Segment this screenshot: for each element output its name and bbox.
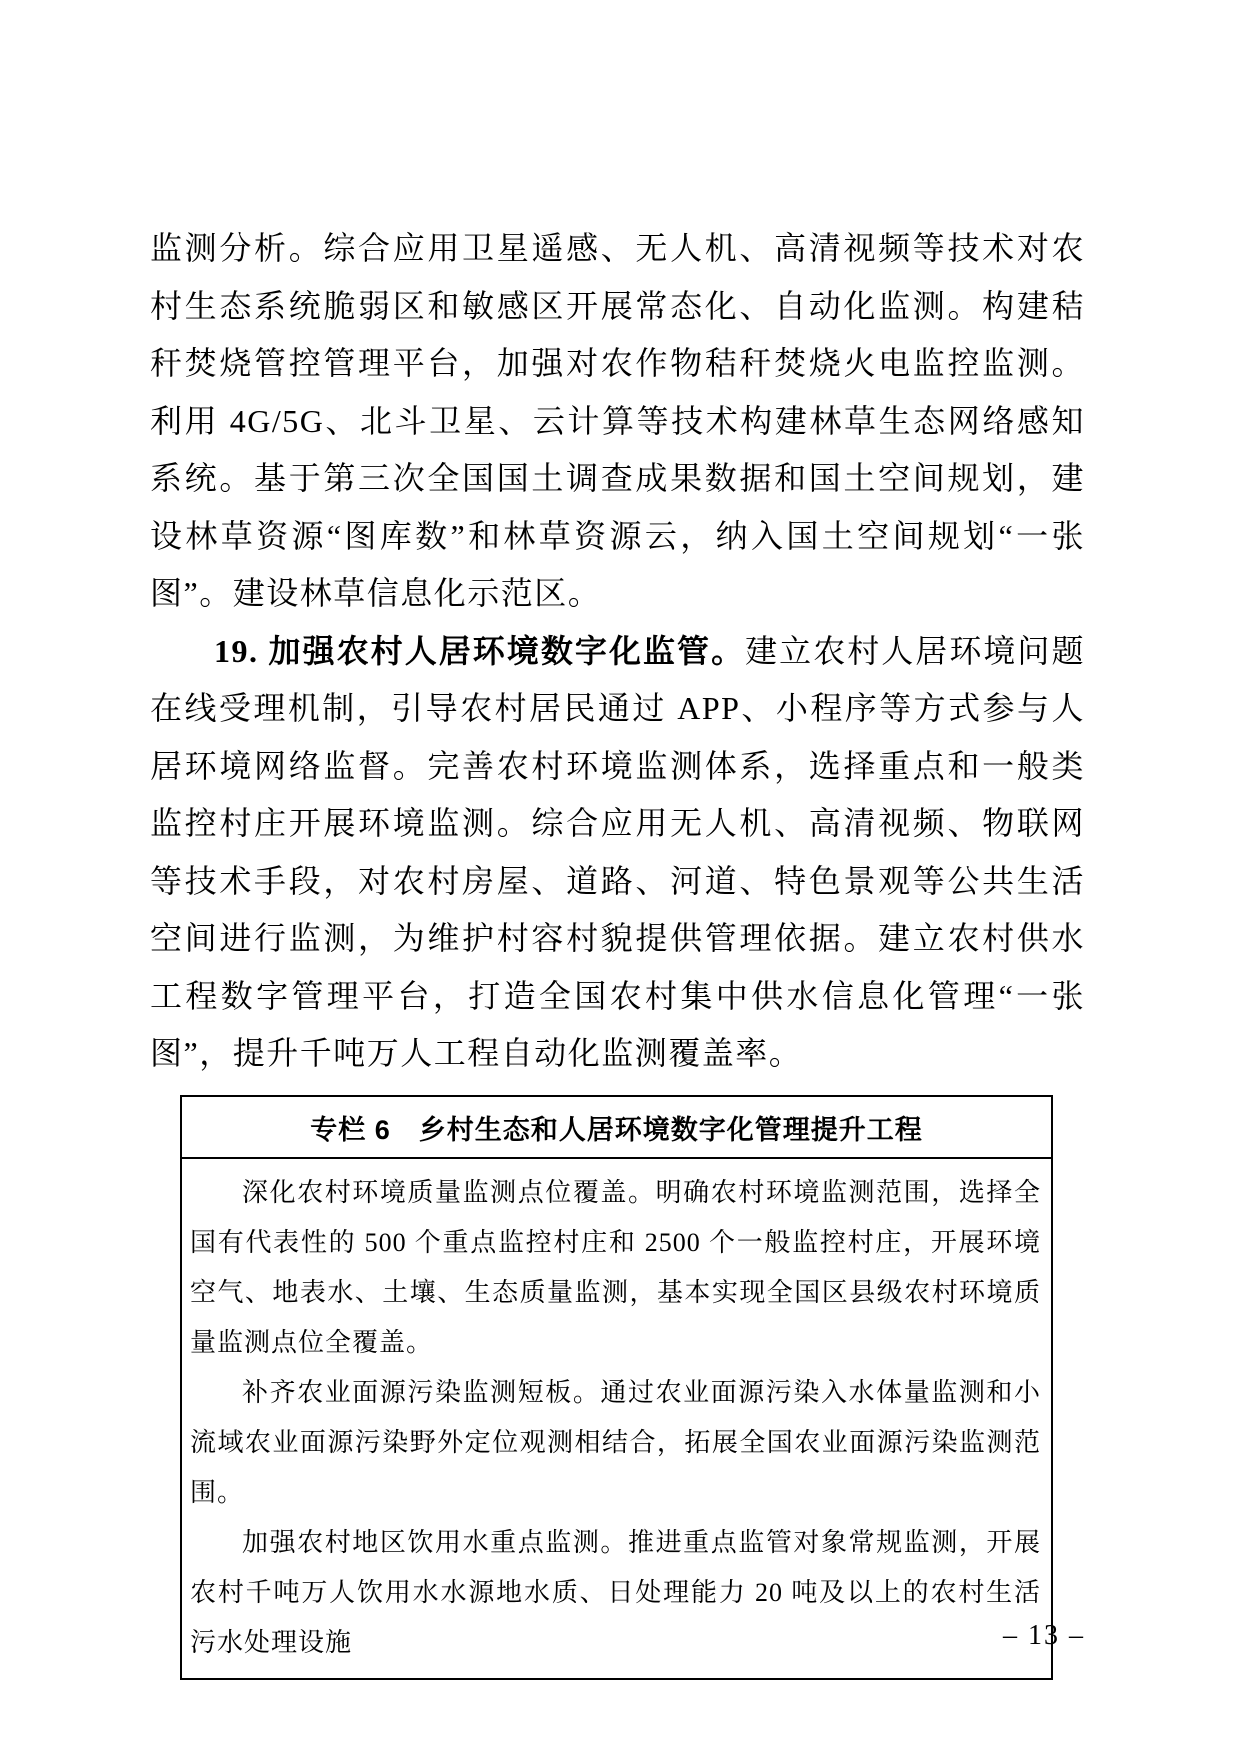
box-paragraph-drinking-water: 加强农村地区饮用水重点监测。推进重点监管对象常规监测，开展农村千吨万人饮用水水源地水质、日处理能力 20 吨及以上的农村生活污水处理设施 xyxy=(190,1528,1041,1657)
paragraph-ecology-monitoring: 监测分析。综合应用卫星遥感、无人机、高清视频等技术对农村生态系统脆弱区和敏感区开展常态化、自动化监测。构建秸秆焚烧管控管理平台，加强对农作物秸秆焚烧火电监控监测。利用 4G/5G、北斗卫星、云计算等技术构建林草生态网络感知系统。基于第三次全国国土调查成果数据和国土空间规划，建设林草资源“图库数”和林草资源云，纳入国土空间规划“一张图”。建设林草信息化示范区。 xyxy=(150,230,1085,611)
paragraph-19-body: 建立农村人居环境问题在线受理机制，引导农村居民通过 APP、小程序等方式参与人居环境网络监督。完善农村环境监测体系，选择重点和一般类监控村庄开展环境监测。综合应用无人机、高清视频、物联网等技术手段，对农村房屋、道路、河道、特色景观等公共生活空间进行监测，为维护村容村貌提供管理依据。建立农村供水工程数字管理平台，打造全国农村集中供水信息化管理“一张图”，提升千吨万人工程自动化监测覆盖率。 xyxy=(150,632,1085,1071)
paragraph-19 xyxy=(150,623,1085,1083)
box-paragraph-pollution-monitoring: 补齐农业面源污染监测短板。通过农业面源污染入水体量监测和小流域农业面源污染野外定位观测相结合，拓展全国农业面源污染监测范围。 xyxy=(190,1378,1041,1507)
column-box-6-title: 专栏 6 乡村生态和人居环境数字化管理提升工程 xyxy=(310,1114,923,1145)
paragraph-19-heading: 19. 加强农村人居环境数字化监管。 xyxy=(214,632,746,669)
body-text xyxy=(150,220,1085,1083)
column-box-6-body xyxy=(182,1159,1051,1678)
column-box-6 xyxy=(180,1095,1053,1680)
page-number: – 13 – xyxy=(1003,1620,1085,1651)
column-box-6-header xyxy=(182,1097,1051,1159)
box-paragraph-monitoring-coverage: 深化农村环境质量监测点位覆盖。明确农村环境监测范围，选择全国有代表性的 500 个重点监控村庄和 2500 个一般监控村庄，开展环境空气、地表水、土壤、生态质量监测，基本实现全国区县级农村环境质量监测点位全覆盖。 xyxy=(190,1178,1041,1357)
